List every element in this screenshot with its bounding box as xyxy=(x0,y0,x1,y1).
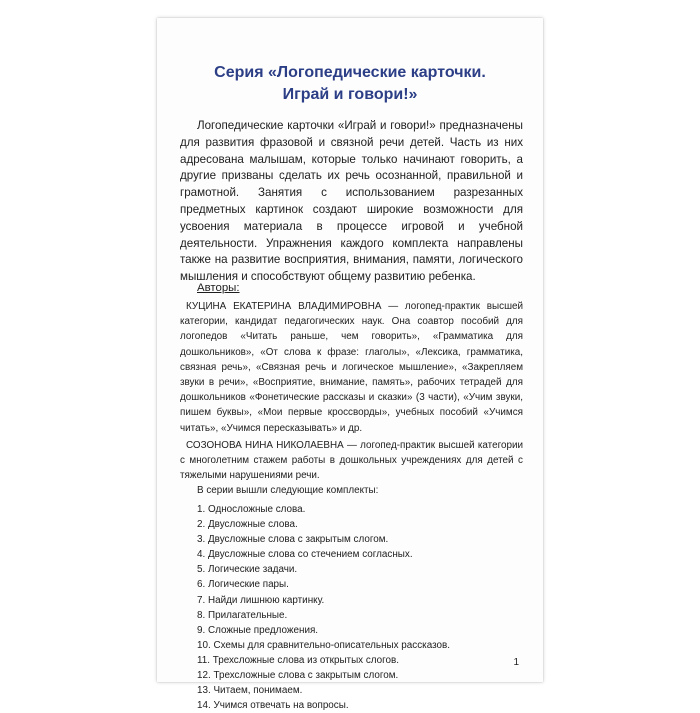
series-list-item: 3. Двусложные слова с закрытым слогом. xyxy=(197,534,389,546)
series-list-item: 7. Найди лишнюю картинку. xyxy=(197,594,325,606)
series-list-item: 12. Трехсложные слова с закрытым слогом. xyxy=(197,670,399,682)
series-list-item: 8. Прилагательные. xyxy=(197,609,288,621)
series-list-item: 1. Односложные слова. xyxy=(197,504,306,515)
series-list-item: 14. Учимся отвечать на вопросы. xyxy=(197,700,349,712)
series-list-item: 9. Сложные предложения. xyxy=(197,624,319,636)
series-list-item: 4. Двусложные слова со стечением согласных. xyxy=(197,549,413,561)
series-list-item: 10. Схемы для сравнительно-описательных рассказов. xyxy=(197,639,450,651)
author-bio-sozonova-section xyxy=(180,438,523,484)
series-list-item: 5. Логические задачи. xyxy=(197,564,298,576)
series-list xyxy=(197,502,450,713)
series-list-item: 6. Логические пары. xyxy=(197,579,289,591)
author-bio-kutsina: КУЦИНА ЕКАТЕРИНА ВЛАДИМИРОВНА — логопед-практик высшей категории, кандидат педагогических наук. Она соавтор пособий для логопедов «Читать раньше, чем говорить», «Грамматика для дошкольников», «От слова к фразе: глаголы», «Лексика, грамматика, связная речь», «Связная речь и логическое мышление», «Закрепляем звуки в речи», «Восприятие, внимание, память», рабочих тетрадей для дошкольников «Фонетические рассказы и сказки» (3 части), «Учим звуки, пишем буквы», «Мои первые кроссворды», учебных пособий «Учимся читать», «Учимся пересказывать» и др. xyxy=(180,301,523,434)
series-title-line-1: Серия «Логопедические карточки. xyxy=(214,64,486,81)
series-title-line-2: Играй и говори!» xyxy=(282,86,418,103)
series-list-item: 2. Двусложные слова. xyxy=(197,519,298,531)
series-title xyxy=(157,62,543,106)
series-list-item: 13. Читаем, понимаем. xyxy=(197,685,303,697)
author-bio-kutsina-section xyxy=(180,299,523,436)
intro-section xyxy=(180,118,523,286)
author-bio-sozonova: СОЗОНОВА НИНА НИКОЛАЕВНА — логопед-практик высшей категории с многолетним стажем работы в дошкольных учреждениях для детей с тяжелыми нарушениями речи. xyxy=(180,440,523,482)
series-list-item: 11. Трехсложные слова из открытых слогов. xyxy=(197,654,400,666)
authors-heading: Авторы: xyxy=(197,282,240,294)
series-list-heading: В серии вышли следующие комплекты: xyxy=(197,485,379,496)
intro-paragraph: Логопедические карточки «Играй и говори!» предназначены для развития фразовой и связной речи детей. Часть из них адресована малышам, которые только начинают говорить, а другие призваны сделать их речь осознанной, правильной и грамотной. Занятия с использованием разрезанных предметных картинок создают широкие возможности для усвоения материала в процессе игровой и учебной деятельности. Упражнения каждого комплекта направлены также на развитие восприятия, внимания, памяти, логического мышления и способствуют общему развитию ребенка. xyxy=(180,119,523,284)
booklet-page xyxy=(157,18,543,712)
page-number: 1 xyxy=(513,657,519,668)
